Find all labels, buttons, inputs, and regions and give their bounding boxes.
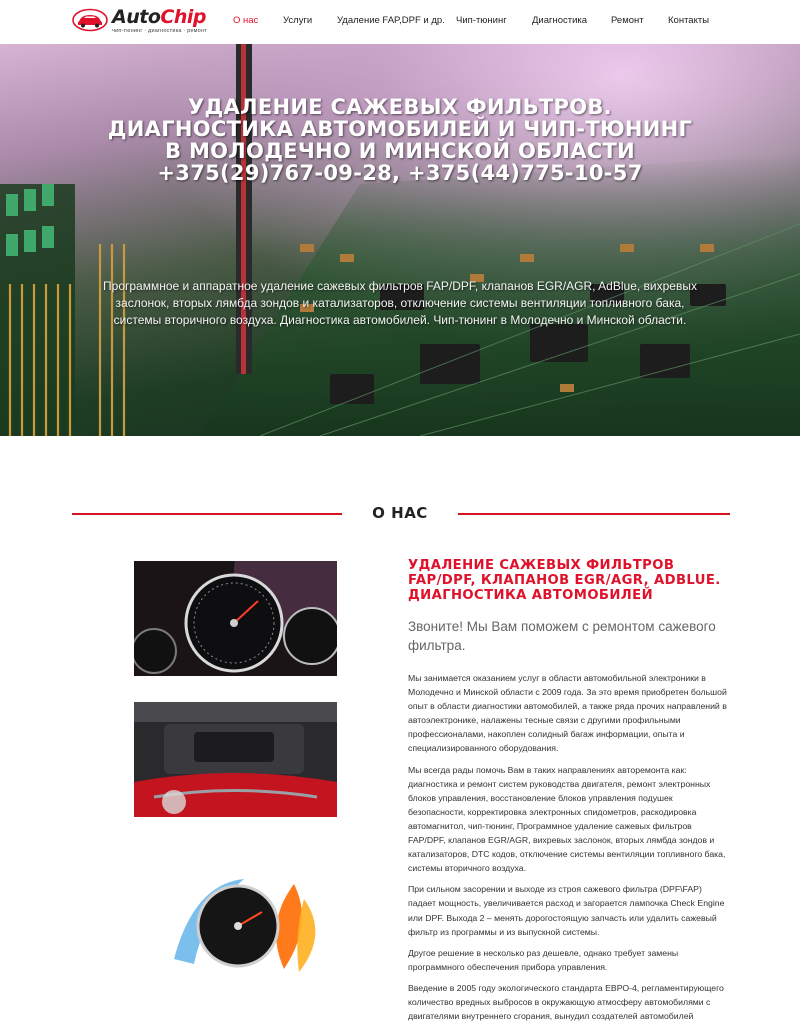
about-content xyxy=(408,558,730,1030)
about-heading: УДАЛЕНИЕ САЖЕВЫХ ФИЛЬТРОВ FAP/DPF, КЛАПАНОВ EGR/AGR, ADBLUE. ДИАГНОСТИКА АВТОМОБИЛЕЙ xyxy=(408,558,721,603)
engine-bay-photo xyxy=(134,702,337,817)
about-lead: Звоните! Мы Вам поможем с ремонтом сажевого фильтра. xyxy=(408,619,716,653)
about-body xyxy=(408,671,730,1023)
brand-name: AutoChip xyxy=(112,6,206,28)
hero-title-line: В МОЛОДЕЧНО И МИНСКОЙ ОБЛАСТИ xyxy=(165,139,635,163)
divider-left xyxy=(72,513,342,515)
nav-item-repair[interactable]: Ремонт xyxy=(611,15,644,26)
brand-tagline: чип-тюнинг · диагностика · ремонт xyxy=(112,28,207,34)
divider-right xyxy=(458,513,730,515)
nav-item-contacts[interactable]: Контакты xyxy=(668,15,710,26)
speedometer-fire-ice-photo xyxy=(134,864,337,979)
about-paragraph: Другое решение в несколько раз дешевле, однако требует замены программного обеспечения прибора управления. xyxy=(408,947,679,972)
hero-phone-numbers[interactable]: +375(29)767-09-28, +375(44)775-10-57 xyxy=(157,161,643,185)
nav-item-services[interactable]: Услуги xyxy=(283,15,313,26)
about-paragraph: Мы всегда рады помочь Вам в таких направлениях авторемонта как: диагностика и ремонт систем руководства двигателя, ремонт электронных блоков управления, восстановление блоков управления подушек безопасности, корректировка электронных спидометров, раскодировка автомагнитол, чип-тюнинг, Программное удаление сажевых фильтров FAP/DPF, клапанов EGR/AGR, вихревых заслонок, вторых лямбда зондов и катализаторов, DTC кодов, отключение системы вентиляции топливного бака, системы вторичного воздуха. xyxy=(408,764,726,874)
hero-banner xyxy=(0,44,800,436)
nav-item-about[interactable]: О нас xyxy=(233,15,259,26)
about-paragraph: Мы занимается оказанием услуг в области автомобильной электроники в Молодечно и Минской области с 2009 года. За это время приобретен большой опыт в области диагностики автомобилей, а также ряда прочих направлений в автоэлектронике, налажены тесные связи с другими профильными профессионалами, накоплен солидный багаж информации, опыта и специализированного оборудования. xyxy=(408,673,727,754)
main-nav xyxy=(0,15,800,29)
nav-item-diagnostics[interactable]: Диагностика xyxy=(532,15,588,26)
hero-title-line: УДАЛЕНИЕ САЖЕВЫХ ФИЛЬТРОВ. xyxy=(188,95,612,119)
hero-title-line: ДИАГНОСТИКА АВТОМОБИЛЕЙ И ЧИП-ТЮНИНГ xyxy=(107,117,693,141)
about-section-title: О НАС xyxy=(372,504,428,522)
dashboard-gauge-photo xyxy=(134,561,337,676)
hero-title xyxy=(40,96,760,184)
about-section-header xyxy=(0,504,800,524)
about-paragraph: Введение в 2005 году экологического стандарта ЕВРО-4, регламентирующего количество вредных выбросов в окружающую атмосферу автомобилями с двигателями внутреннего сгорания, вынудил создателей автомобилей xyxy=(408,982,724,1022)
site-header xyxy=(0,0,800,44)
hero-subtitle: Программное и аппаратное удаление сажевых фильтров FAP/DPF, клапанов EGR/AGR, AdBlue, вихревых заслонок, вторых лямбда зондов и катализаторов, отключение системы вентиляции топливного бака, системы вторичного воздуха. Диагностика автомобилей. Чип-тюнинг в Молодечно и Минской области. xyxy=(103,279,697,327)
nav-item-fap-dpf-removal[interactable]: Удаление FAP,DPF и др. xyxy=(337,15,445,26)
nav-item-chip-tuning[interactable]: Чип-тюнинг xyxy=(456,15,507,26)
about-paragraph: При сильном засорении и выходе из строя сажевого фильтра (DPF\FAP) падает мощность, увеличивается расход и загорается лампочка Check Engine или DPF. Выхода 2 – менять дорогостоящую запчасть или удалить сажевый фильтр из программы и из выпускной системы. xyxy=(408,884,725,937)
